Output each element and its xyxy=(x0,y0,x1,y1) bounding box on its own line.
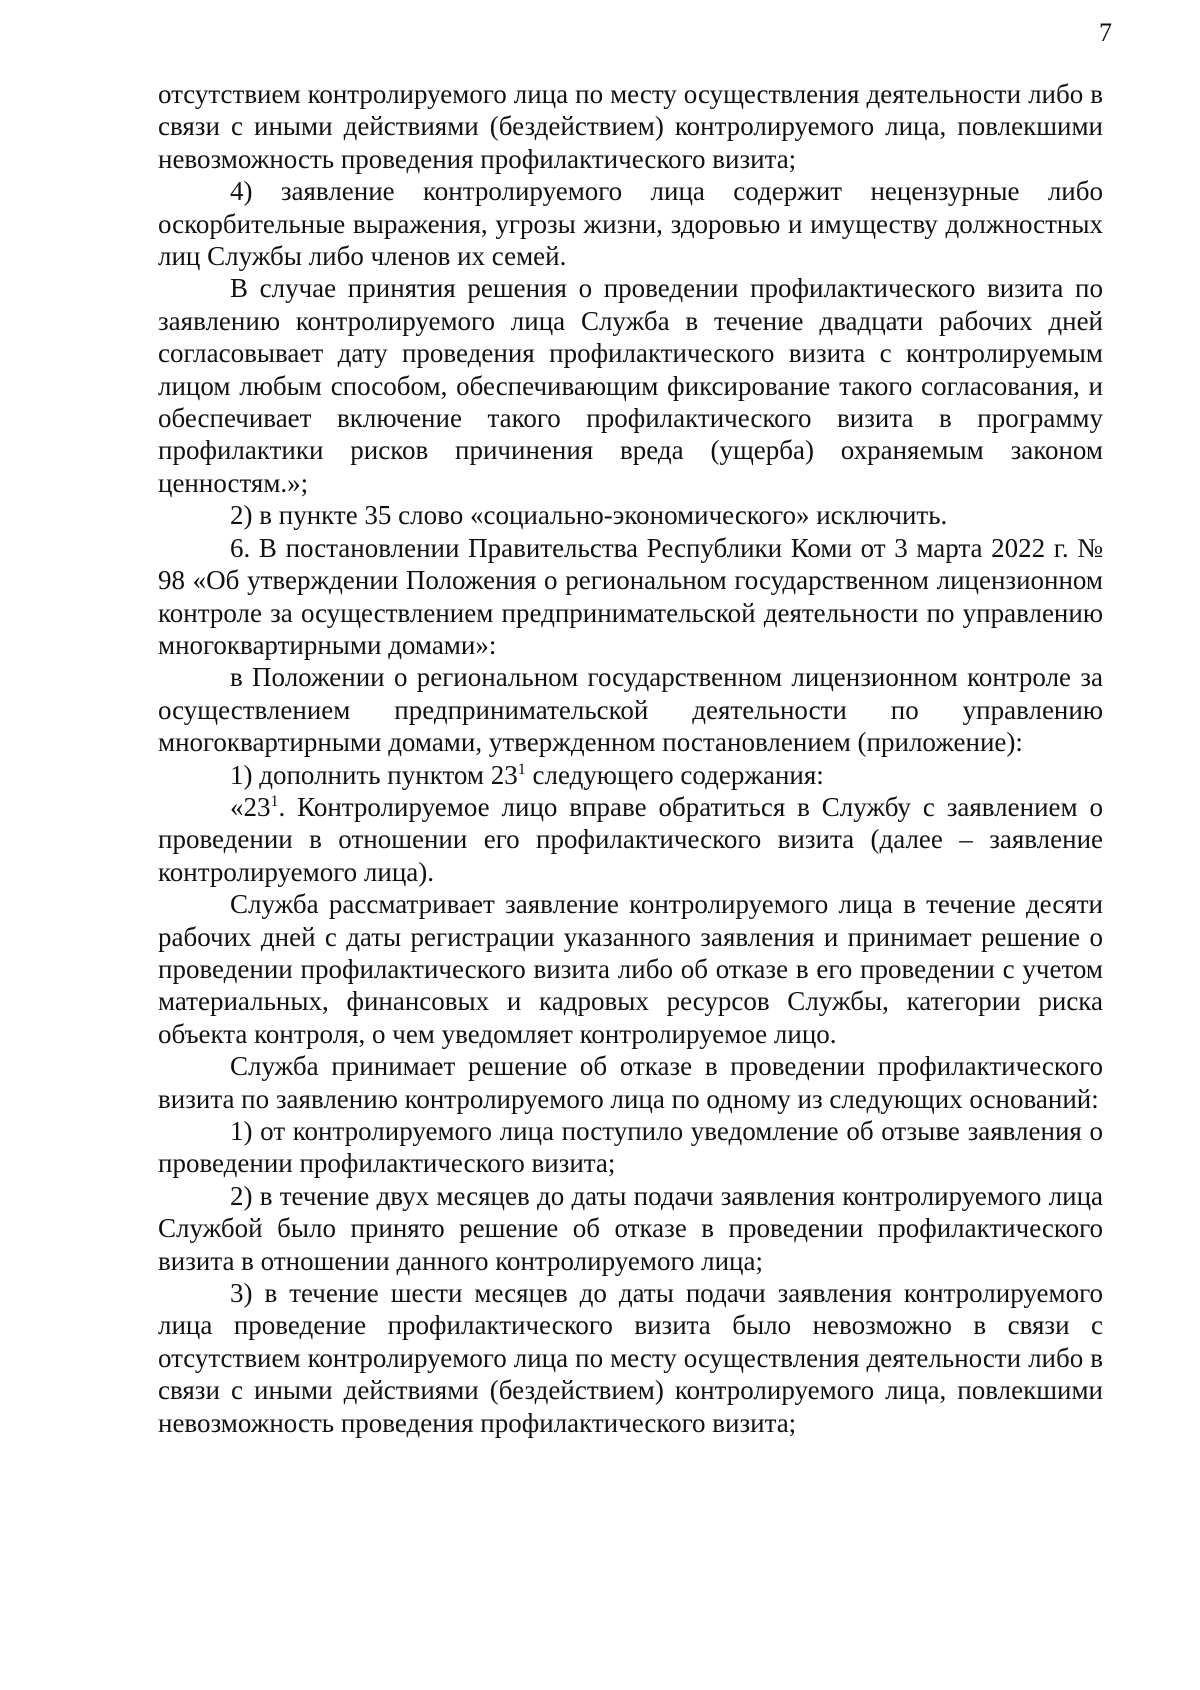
paragraph-continuation: отсутствием контролируемого лица по месту осуществления деятельности либо в связи с иными действиями (бездействием) контролируемого лица, повлекшими невозможность проведения профилактического визита; xyxy=(158,79,1103,174)
paragraph-add-clause xyxy=(158,759,1103,791)
paragraph-visit-agreement: В случае принятия решения о проведении профилактического визита по заявлению контролируемого лица Служба в течение двадцати рабочих дней согласовывает дату проведения профилактического визита с контролируемым лицом любым способом, обеспечивающим фиксирование такого согласования, и обеспечивает включение такого профилактического визита в программу профилактики рисков причинения вреда (ущерба) охраняемым законом ценностям.»; xyxy=(158,273,1103,498)
paragraph-ground-2: 2) в течение двух месяцев до даты подачи заявления контролируемого лица Службой было принято решение об отказе в проведении профилактического визита в отношении данного контролируемого лица; xyxy=(158,1180,1103,1276)
paragraph-section-6: 6. В постановлении Правительства Республики Коми от 3 марта 2022 г. № 98 «Об утверждении Положения о региональном государственном лицензионном контроле за осуществлением предпринимательской деятельности по управлению многоквартирными домами»: xyxy=(158,532,1103,660)
text-after-sup: . Контролируемое лицо вправе обратиться в Службу с заявлением о проведении в отношении его профилактического визита (далее – заявление контролируемого лица). xyxy=(158,791,1103,887)
document-body xyxy=(158,78,1103,1439)
superscript-mark: 1 xyxy=(270,792,279,810)
page-number: 7 xyxy=(1099,18,1112,47)
superscript-mark: 1 xyxy=(517,760,526,778)
paragraph-refusal-grounds: Служба принимает решение об отказе в проведении профилактического визита по заявлению контролируемого лица по одному из следующих оснований: xyxy=(158,1051,1103,1114)
text-after-sup: следующего содержания: xyxy=(525,759,824,790)
paragraph-item-35: 2) в пункте 35 слово «социально-экономического» исключить. xyxy=(230,500,948,531)
paragraph-review: Служба рассматривает заявление контролируемого лица в течение десяти рабочих дней с даты регистрации указанного заявления и принимает решение о проведении профилактического визита либо об отказе в его проведении с учетом материальных, финансовых и кадровых ресурсов Службы, категории риска объекта контроля, о чем уведомляет контролируемое лицо. xyxy=(158,889,1103,1049)
paragraph-ground-1: 1) от контролируемого лица поступило уведомление об отзыве заявления о проведении профилактического визита; xyxy=(158,1116,1103,1179)
paragraph-regulation: в Положении о региональном государственном лицензионном контроле за осуществлением предпринимательской деятельности по управлению многоквартирными домами, утвержденном постановлением (приложение): xyxy=(158,662,1103,758)
paragraph-item-4: 4) заявление контролируемого лица содержит нецензурные либо оскорбительные выражения, угрозы жизни, здоровью и имуществу должностных лиц Службы либо членов их семей. xyxy=(158,176,1103,272)
paragraph-clause-23-1 xyxy=(158,791,1103,888)
paragraph-ground-3: 3) в течение шести месяцев до даты подачи заявления контролируемого лица проведение профилактического визита было невозможно в связи с отсутствием контролируемого лица по месту осуществления деятельности либо в связи с иными действиями (бездействием) контролируемого лица, повлекшими невозможность проведения профилактического визита; xyxy=(158,1278,1103,1438)
text-before-sup: «23 xyxy=(230,791,271,822)
text-before-sup: 1) дополнить пунктом 23 xyxy=(230,759,518,790)
